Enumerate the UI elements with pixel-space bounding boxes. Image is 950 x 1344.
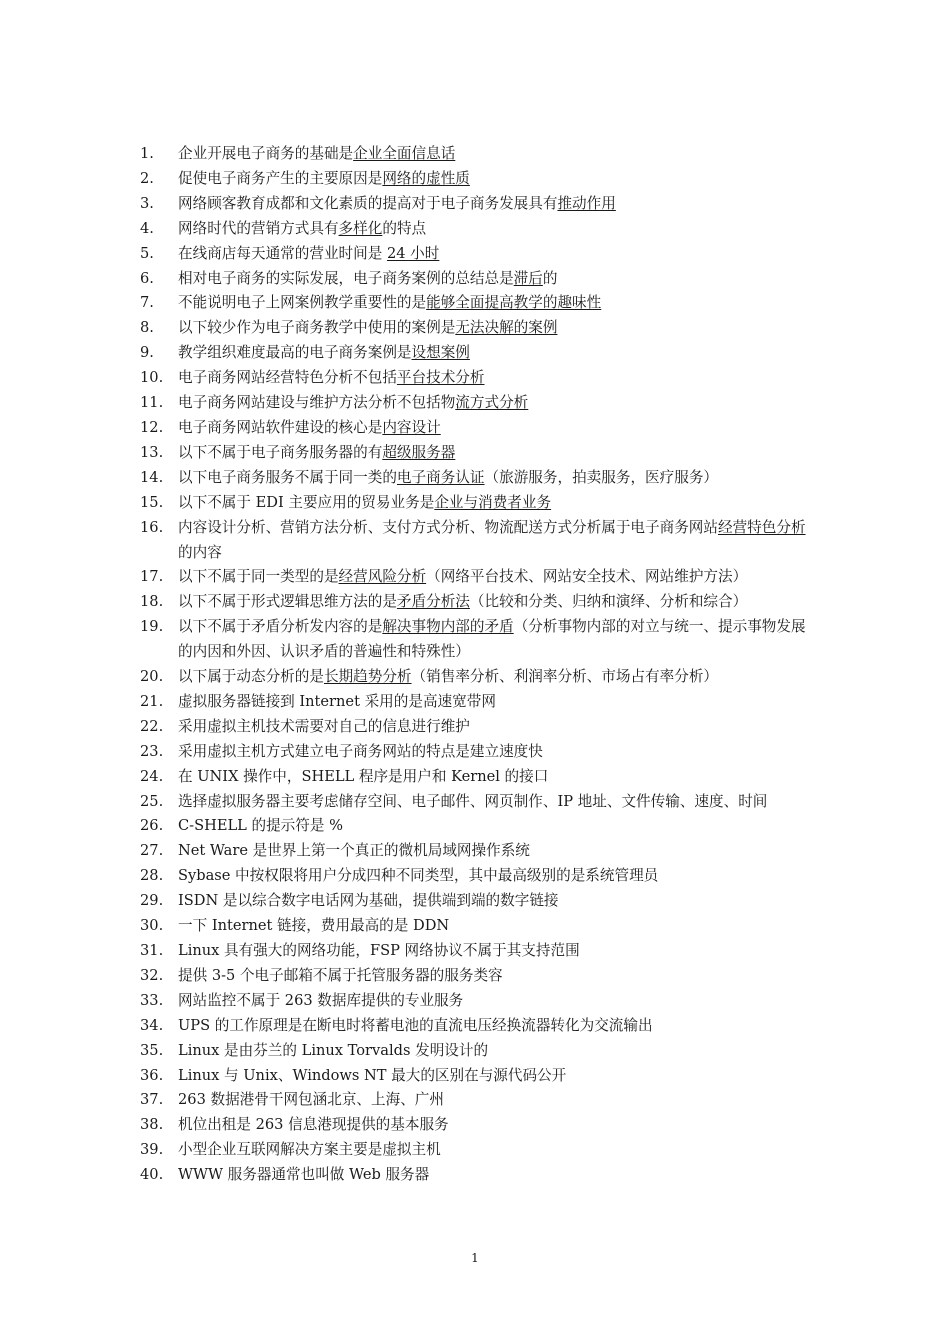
list-item bbox=[140, 416, 812, 441]
item-number: 31. bbox=[140, 942, 164, 959]
list-item bbox=[140, 1088, 812, 1113]
item-text: Net Ware 是世界上第一个真正的微机局域网操作系统 bbox=[178, 842, 530, 860]
item-answer: 网络的虚性质 bbox=[382, 169, 470, 187]
item-number: 6. bbox=[140, 269, 154, 287]
list-item bbox=[140, 715, 812, 740]
item-text: 263 数据港骨干网包涵北京、上海、广州 bbox=[178, 1091, 444, 1109]
item-text: 以下不属于矛盾分析发内容的是 bbox=[178, 618, 383, 636]
item-number: 25. bbox=[140, 792, 164, 810]
item-number: 33. bbox=[140, 991, 164, 1009]
list-item bbox=[140, 989, 812, 1014]
item-text-after: （比较和分类、归纳和演绎、分析和综合） bbox=[469, 593, 748, 611]
item-number: 10. bbox=[140, 369, 164, 387]
item-number: 7. bbox=[140, 294, 154, 312]
item-number: 5. bbox=[140, 244, 154, 262]
list-item bbox=[140, 516, 812, 566]
item-number: 4. bbox=[140, 219, 154, 237]
item-number: 11. bbox=[140, 394, 164, 412]
item-text-after: （旅游服务，拍卖服务，医疗服务） bbox=[484, 468, 719, 486]
item-number: 28. bbox=[140, 867, 164, 885]
item-number: 38. bbox=[140, 1116, 164, 1134]
item-text: 一下 Internet 链接，费用最高的是 DDN bbox=[178, 917, 450, 935]
list-item bbox=[140, 690, 812, 715]
item-text: 电子商务网站建设与维护方法分析不包括物 bbox=[178, 394, 456, 412]
item-number: 36. bbox=[140, 1066, 164, 1084]
list-item bbox=[140, 889, 812, 914]
item-text: Sybase 中按权限将用户分成四种不同类型，其中最高级别的是系统管理员 bbox=[178, 867, 659, 885]
item-number: 27. bbox=[140, 842, 164, 860]
list-item bbox=[140, 839, 812, 864]
item-answer: 内容设计 bbox=[382, 418, 441, 436]
item-number: 19. bbox=[140, 618, 164, 636]
item-text: ISDN 是以综合数字电话网为基础，提供端到端的数字链接 bbox=[178, 892, 559, 910]
item-text: WWW 服务器通常也叫做 Web 服务器 bbox=[178, 1166, 430, 1184]
list-item bbox=[140, 914, 812, 939]
list-item bbox=[140, 242, 812, 267]
list-item bbox=[140, 964, 812, 989]
item-text: UPS 的工作原理是在断电时将蓄电池的直流电压经换流器转化为交流输出 bbox=[178, 1016, 653, 1034]
item-number: 35. bbox=[140, 1041, 164, 1059]
list-item bbox=[140, 217, 812, 242]
item-number: 20. bbox=[140, 668, 164, 686]
item-text-after: （销售率分析、利润率分析、市场占有率分析） bbox=[411, 668, 719, 686]
item-number: 1. bbox=[140, 145, 154, 162]
item-text: 机位出租是 263 信息港现提供的基本服务 bbox=[178, 1116, 449, 1134]
list-item bbox=[140, 765, 812, 790]
list-item bbox=[140, 565, 812, 590]
item-text: 在线商店每天通常的营业时间是 bbox=[178, 244, 387, 262]
item-text: 相对电子商务的实际发展，电子商务案例的总结总是 bbox=[178, 269, 514, 287]
list-item bbox=[140, 864, 812, 889]
item-text: 在 UNIX 操作中，SHELL 程序是用户和 Kernel 的接口 bbox=[178, 767, 549, 785]
item-number: 37. bbox=[140, 1091, 164, 1109]
item-number: 13. bbox=[140, 443, 164, 461]
item-text: 以下不属于 EDI 主要应用的贸易业务是 bbox=[178, 493, 435, 511]
item-text-after: 的特点 bbox=[382, 219, 427, 237]
item-text: 采用虚拟主机技术需要对自己的信息进行维护 bbox=[178, 717, 470, 735]
item-text: 不能说明电子上网案例教学重要性的是 bbox=[178, 294, 427, 312]
item-text-after: 的 bbox=[542, 269, 558, 287]
item-number: 23. bbox=[140, 742, 164, 760]
item-text: 促使电子商务产生的主要原因是 bbox=[178, 169, 383, 187]
item-answer: 推动作用 bbox=[557, 194, 616, 212]
list-item bbox=[140, 790, 812, 815]
item-number: 30. bbox=[140, 917, 164, 935]
item-text: 以下不属于电子商务服务器的有 bbox=[178, 443, 383, 461]
item-answer: 矛盾分析法 bbox=[396, 593, 470, 611]
item-number: 16. bbox=[140, 518, 164, 536]
list-item bbox=[140, 142, 812, 167]
item-number: 3. bbox=[140, 194, 154, 212]
item-text: 以下不属于形式逻辑思维方法的是 bbox=[178, 593, 397, 611]
item-answer: 滞后 bbox=[513, 269, 543, 287]
item-number: 24. bbox=[140, 767, 164, 785]
item-text-after: （分析事物内部的对立与统一、提示事物发展的内因和外因、认识矛盾的普遍性和特殊性） bbox=[178, 618, 806, 661]
item-number: 18. bbox=[140, 593, 164, 611]
item-text: 提供 3-5 个电子邮箱不属于托管服务器的服务类容 bbox=[178, 966, 503, 984]
item-text: 电子商务网站软件建设的核心是 bbox=[178, 418, 383, 436]
item-answer: 能够全面提高教学的趣味性 bbox=[426, 294, 602, 312]
list-item bbox=[140, 491, 812, 516]
list-item bbox=[140, 590, 812, 615]
item-number: 21. bbox=[140, 692, 164, 710]
item-text: 企业开展电子商务的基础是 bbox=[178, 145, 354, 162]
item-text: 网络顾客教育成都和文化素质的提高对于电子商务发展具有 bbox=[178, 194, 558, 212]
list-item bbox=[140, 939, 812, 964]
item-number: 2. bbox=[140, 169, 154, 187]
list-item bbox=[140, 740, 812, 765]
item-answer: 企业与消费者业务 bbox=[434, 493, 552, 511]
list-item bbox=[140, 814, 812, 839]
item-answer: 多样化 bbox=[338, 219, 383, 237]
item-number: 29. bbox=[140, 892, 164, 910]
item-text: C-SHELL 的提示符是 % bbox=[178, 817, 343, 835]
item-number: 14. bbox=[140, 468, 164, 486]
list-item bbox=[140, 1039, 812, 1064]
list-item bbox=[140, 615, 812, 665]
item-text: 内容设计分析、营销方法分析、支付方式分析、物流配送方式分析属于电子商务网站 bbox=[178, 518, 718, 536]
item-text: 虚拟服务器链接到 Internet 采用的是高速宽带网 bbox=[178, 692, 496, 710]
item-answer: 解决事物内部的矛盾 bbox=[382, 618, 514, 636]
item-text: 网络时代的营销方式具有 bbox=[178, 219, 339, 237]
item-number: 17. bbox=[140, 568, 164, 586]
list-item bbox=[140, 665, 812, 690]
item-text: 以下属于动态分析的是 bbox=[178, 668, 324, 686]
item-text: Linux 与 Unix、Windows NT 最大的区别在与源代码公开 bbox=[178, 1066, 567, 1084]
item-number: 9. bbox=[140, 344, 154, 362]
item-text-after: （网络平台技术、网站安全技术、网站维护方法） bbox=[426, 568, 748, 586]
list-item bbox=[140, 1138, 812, 1163]
list-item bbox=[140, 1163, 812, 1188]
item-answer: 无法决解的案例 bbox=[455, 319, 558, 337]
item-answer: 超级服务器 bbox=[382, 443, 456, 461]
list-item bbox=[140, 391, 812, 416]
list-item bbox=[140, 366, 812, 391]
item-text: Linux 具有强大的网络功能，FSP 网络协议不属于其支持范围 bbox=[178, 942, 580, 959]
item-answer: 24 小时 bbox=[386, 244, 440, 262]
item-text-after: 的内容 bbox=[178, 543, 222, 561]
item-number: 26. bbox=[140, 817, 164, 835]
list-item bbox=[140, 466, 812, 491]
question-list bbox=[140, 142, 812, 1188]
item-text: 以下较少作为电子商务教学中使用的案例是 bbox=[178, 319, 456, 337]
item-answer: 设想案例 bbox=[411, 344, 470, 362]
list-item bbox=[140, 167, 812, 192]
item-number: 34. bbox=[140, 1016, 164, 1034]
item-answer: 平台技术分析 bbox=[396, 369, 485, 387]
list-item bbox=[140, 291, 812, 316]
item-text: 以下不属于同一类型的是 bbox=[178, 568, 339, 586]
item-text: Linux 是由芬兰的 Linux Torvalds 发明设计的 bbox=[178, 1041, 489, 1059]
item-number: 8. bbox=[140, 319, 154, 337]
item-number: 32. bbox=[140, 966, 164, 984]
item-text: 电子商务网站经营特色分析不包括 bbox=[178, 369, 397, 387]
list-item bbox=[140, 1113, 812, 1138]
item-text: 教学组织难度最高的电子商务案例是 bbox=[178, 344, 412, 362]
item-text: 采用虚拟主机方式建立电子商务网站的特点是建立速度快 bbox=[178, 742, 543, 760]
list-item bbox=[140, 341, 812, 366]
item-answer: 经营风险分析 bbox=[338, 568, 427, 586]
item-answer: 电子商务认证 bbox=[396, 468, 485, 486]
page-number: 1 bbox=[471, 1251, 479, 1265]
list-item bbox=[140, 441, 812, 466]
list-item bbox=[140, 1014, 812, 1039]
item-text: 以下电子商务服务不属于同一类的 bbox=[178, 468, 397, 486]
item-answer: 企业全面信息话 bbox=[353, 145, 456, 162]
list-item bbox=[140, 192, 812, 217]
item-answer: 流方式分析 bbox=[455, 394, 529, 412]
item-text: 网站监控不属于 263 数据库提供的专业服务 bbox=[178, 991, 464, 1009]
list-item bbox=[140, 267, 812, 292]
item-number: 40. bbox=[140, 1166, 164, 1184]
list-item bbox=[140, 316, 812, 341]
list-item bbox=[140, 1064, 812, 1089]
item-number: 15. bbox=[140, 493, 164, 511]
item-number: 22. bbox=[140, 717, 164, 735]
item-answer: 经营特色分析 bbox=[717, 518, 806, 536]
item-number: 12. bbox=[140, 418, 164, 436]
item-text: 选择虚拟服务器主要考虑储存空间、电子邮件、网页制作、IP 地址、文件传输、速度、时间 bbox=[178, 792, 768, 810]
item-answer: 长期趋势分析 bbox=[323, 668, 412, 686]
item-number: 39. bbox=[140, 1141, 164, 1159]
item-text: 小型企业互联网解决方案主要是虚拟主机 bbox=[178, 1141, 441, 1159]
